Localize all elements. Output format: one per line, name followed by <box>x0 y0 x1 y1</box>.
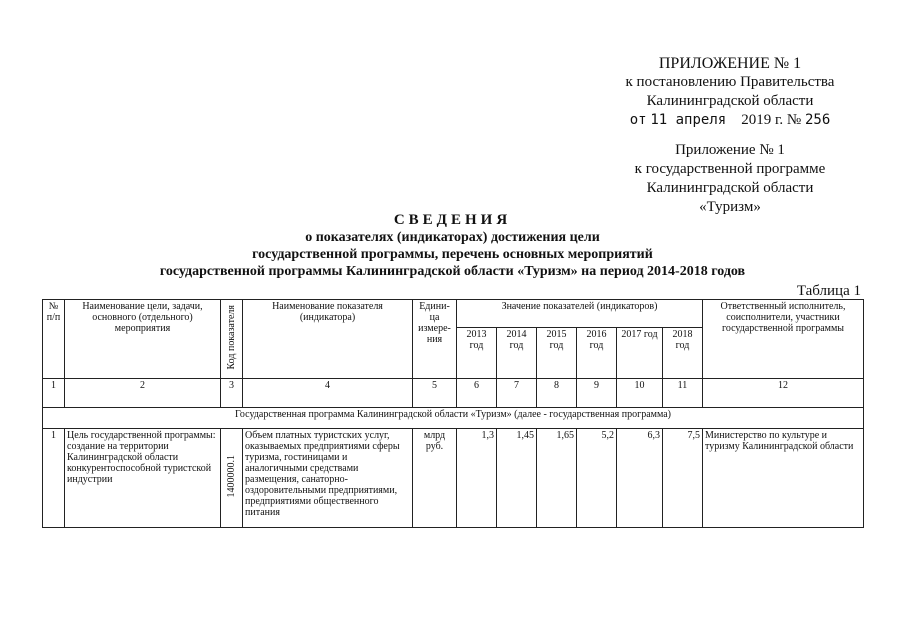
header-goal: Наименование цели, задачи, основного (отдельного) мероприятия <box>65 300 221 379</box>
row-responsible: Министерство по культуре и туризму Калининградской области <box>703 429 864 528</box>
column-number: 6 <box>457 379 497 408</box>
row-value: 1,3 <box>457 429 497 528</box>
row-value: 6,3 <box>617 429 663 528</box>
decree-number: 256 <box>804 112 831 128</box>
row-code-cell <box>221 429 243 528</box>
column-number: 9 <box>577 379 617 408</box>
column-number: 11 <box>663 379 703 408</box>
row-value: 5,2 <box>577 429 617 528</box>
document-title-sub1: о показателях (индикаторах) достижения цели <box>305 230 600 245</box>
decree-date-day-month: 11 апреля <box>650 112 727 128</box>
program-row-title: Государственная программа Калининградской области «Туризм» (далее - государственная программа) <box>43 408 864 429</box>
document-title-sub2: государственной программы, перечень основных мероприятий <box>252 247 653 262</box>
table-row <box>43 429 864 528</box>
program-appendix-title: Приложение № 1 <box>675 142 785 158</box>
column-number-row <box>43 379 864 408</box>
program-appendix-line2: к государственной программе <box>634 161 826 177</box>
table-label: Таблица 1 <box>796 283 861 299</box>
decree-appendix-title: ПРИЛОЖЕНИЕ № 1 <box>658 55 802 72</box>
column-number: 10 <box>617 379 663 408</box>
header-indicator: Наименование показателя (индикатора) <box>243 300 413 379</box>
program-row <box>43 408 864 429</box>
column-number: 2 <box>65 379 221 408</box>
column-number: 8 <box>537 379 577 408</box>
row-num: 1 <box>43 429 65 528</box>
header-year: 2017 год <box>617 328 663 379</box>
decree-date-year: 2019 г. № <box>741 112 802 128</box>
header-year: 2014 год <box>497 328 537 379</box>
header-num: № п/п <box>43 300 65 379</box>
column-number: 5 <box>413 379 457 408</box>
column-number: 12 <box>703 379 864 408</box>
header-code: Код показателя <box>226 305 237 370</box>
decree-date-prefix: от <box>629 112 647 128</box>
column-number: 7 <box>497 379 537 408</box>
header-unit: Едини- ца измере- ния <box>413 300 457 379</box>
header-values-group: Значение показателей (индикаторов) <box>457 300 703 328</box>
row-unit: млрд руб. <box>413 429 457 528</box>
row-goal: Цель государственной программы: создание на территории Калининградской области конкурентоспособной туристской индустрии <box>65 429 221 528</box>
header-responsible: Ответственный исполнитель, соисполнители, участники государственной программы <box>703 300 864 379</box>
program-appendix-line3: Калининградской области <box>646 180 814 196</box>
decree-date-line <box>615 111 845 130</box>
header-year: 2018 год <box>663 328 703 379</box>
program-appendix-header <box>615 141 845 217</box>
header-year: 2015 год <box>537 328 577 379</box>
decree-appendix-line3: Калининградской области <box>646 93 814 109</box>
column-number: 4 <box>243 379 413 408</box>
row-code: 1400000.1 <box>226 455 237 498</box>
header-year: 2016 год <box>577 328 617 379</box>
document-title <box>0 211 905 280</box>
column-number: 3 <box>221 379 243 408</box>
program-appendix-line4: «Туризм» <box>699 199 761 215</box>
document-title-main: СВЕДЕНИЯ <box>393 212 512 228</box>
column-number: 1 <box>43 379 65 408</box>
row-value: 1,45 <box>497 429 537 528</box>
document-title-sub3: государственной программы Калининградской области «Туризм» на период 2014-2018 годов <box>159 264 746 279</box>
header-year: 2013 год <box>457 328 497 379</box>
row-indicator: Объем платных туристских услуг, оказываемых предприятиями сферы туризма, гостиницами и аналогичными средствами размещения, санаторно-оздоровительными предприятиями, предприятиями общественного питания <box>243 429 413 528</box>
header-code-cell <box>221 300 243 379</box>
decree-appendix-header <box>615 54 845 130</box>
decree-appendix-line2: к постановлению Правительства <box>625 74 835 90</box>
header-row-1 <box>43 300 864 328</box>
indicators-table <box>42 299 864 528</box>
row-value: 7,5 <box>663 429 703 528</box>
row-value: 1,65 <box>537 429 577 528</box>
